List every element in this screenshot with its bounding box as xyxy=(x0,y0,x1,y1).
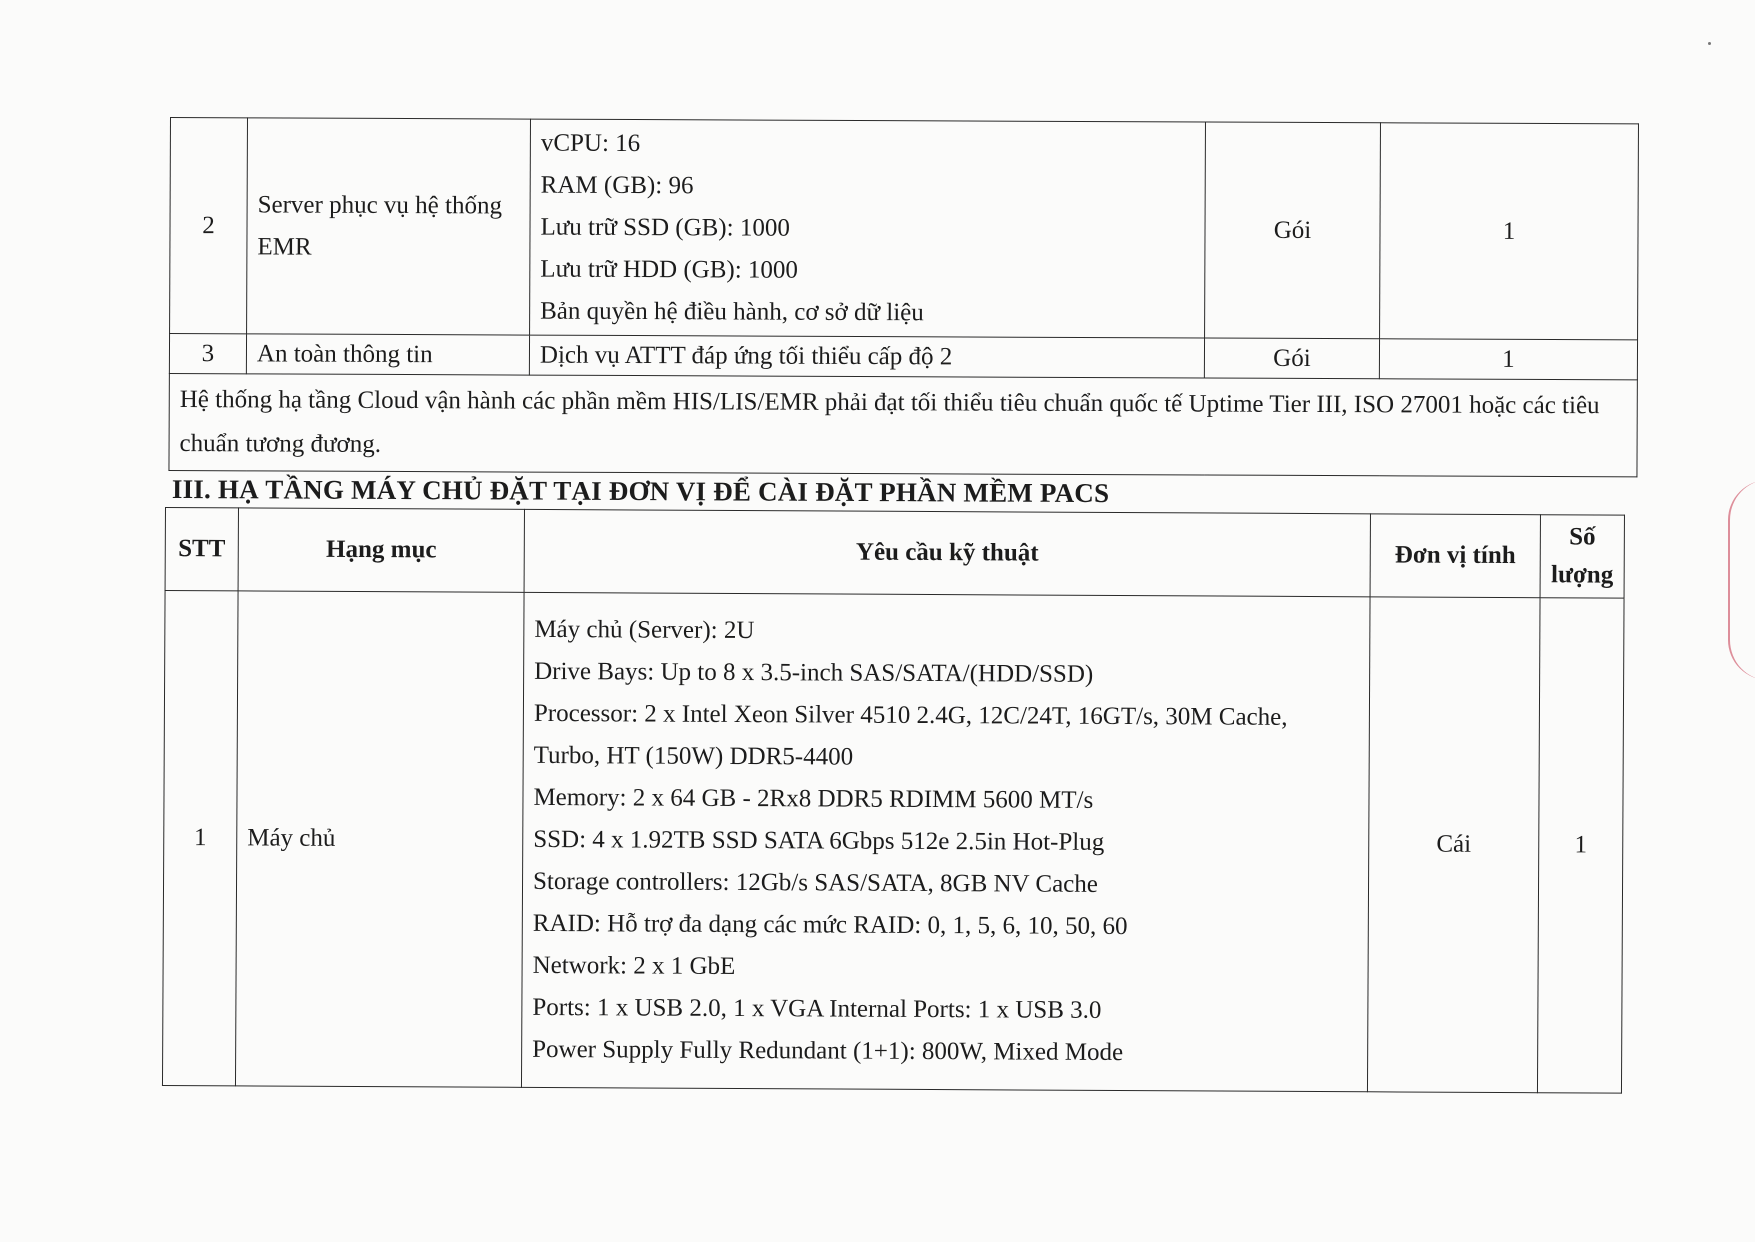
spec-line: Processor: 2 x Intel Xeon Silver 4510 2.4G, 12C/24T, 16GT/s, 30M Cache, Turbo, HT (150W) DDR5-4400 xyxy=(533,699,1288,771)
spec-line: Lưu trữ SSD (GB): 1000 xyxy=(540,213,790,242)
unit-cell: Gói xyxy=(1205,122,1381,339)
specs-cell xyxy=(521,592,1370,1091)
section-heading: III. HẠ TẦNG MÁY CHỦ ĐẶT TẠI ĐƠN VỊ ĐỂ CÀI ĐẶT PHẦN MỀM PACS xyxy=(171,474,1110,509)
stt-cell: 2 xyxy=(170,118,248,334)
spec-line: Bản quyền hệ điều hành, cơ sở dữ liệu xyxy=(540,297,924,326)
header-stt: STT xyxy=(165,508,238,591)
item-cell: An toàn thông tin xyxy=(246,334,529,375)
spec-line: Ports: 1 x USB 2.0, 1 x VGA Internal Ports: 1 x USB 3.0 xyxy=(532,993,1102,1024)
header-qty xyxy=(1540,515,1624,598)
table-row xyxy=(170,118,1639,340)
specs-cell xyxy=(530,119,1206,338)
header-row xyxy=(165,508,1624,599)
spec-line: Memory: 2 x 64 GB - 2Rx8 DDR5 RDIMM 5600 MT/s xyxy=(533,783,1094,814)
spec-line: Lưu trữ HDD (GB): 1000 xyxy=(540,255,799,284)
spec-line: Power Supply Fully Redundant (1+1): 800W, Mixed Mode xyxy=(532,1035,1124,1067)
spec-line: SSD: 4 x 1.92TB SSD SATA 6Gbps 512e 2.5in Hot-Plug xyxy=(533,825,1105,856)
qty-cell: 1 xyxy=(1380,123,1639,340)
table-row xyxy=(169,334,1637,380)
header-item: Hạng mục xyxy=(238,508,524,592)
cloud-infrastructure-table xyxy=(168,117,1639,477)
stt-cell: 1 xyxy=(162,591,238,1086)
red-stamp-fragment xyxy=(1728,480,1755,680)
table-row xyxy=(162,591,1624,1094)
item-cell: Máy chủ xyxy=(235,591,524,1087)
standards-note: Hệ thống hạ tầng Cloud vận hành các phần mềm HIS/LIS/EMR phải đạt tối thiểu tiêu chuẩn quốc tế Uptime Tier III, ISO 27001 hoặc các tiêu chuẩn tương đương. xyxy=(169,373,1637,476)
header-qty-line1: Số xyxy=(1569,523,1596,551)
unit-cell: Cái xyxy=(1367,597,1540,1093)
qty-cell: 1 xyxy=(1379,339,1637,380)
spec-line: Drive Bays: Up to 8 x 3.5-inch SAS/SATA/(HDD/SSD) xyxy=(534,657,1094,688)
spec-line: vCPU: 16 xyxy=(540,129,641,157)
header-qty-line2: lượng xyxy=(1550,561,1614,589)
spec-line: Network: 2 x 1 GbE xyxy=(532,951,736,980)
spec-line: Storage controllers: 12Gb/s SAS/SATA, 8GB NV Cache xyxy=(532,867,1098,898)
pacs-server-table xyxy=(162,507,1625,1094)
spec-line: Máy chủ (Server): 2U xyxy=(534,615,755,645)
item-cell: Server phục vụ hệ thống EMR xyxy=(247,118,531,335)
scan-speck xyxy=(1708,42,1711,45)
header-unit: Đơn vị tính xyxy=(1370,514,1540,598)
unit-cell: Gói xyxy=(1204,338,1379,379)
header-specs: Yêu cầu kỹ thuật xyxy=(524,509,1370,596)
spec-line: RAM (GB): 96 xyxy=(540,171,694,199)
spec-line: RAID: Hỗ trợ đa dạng các mức RAID: 0, 1, 5, 6, 10, 50, 60 xyxy=(532,909,1128,941)
specs-cell: Dịch vụ ATTT đáp ứng tối thiểu cấp độ 2 xyxy=(529,335,1204,378)
qty-cell: 1 xyxy=(1537,598,1624,1093)
note-row xyxy=(169,373,1637,476)
stt-cell: 3 xyxy=(169,334,246,374)
